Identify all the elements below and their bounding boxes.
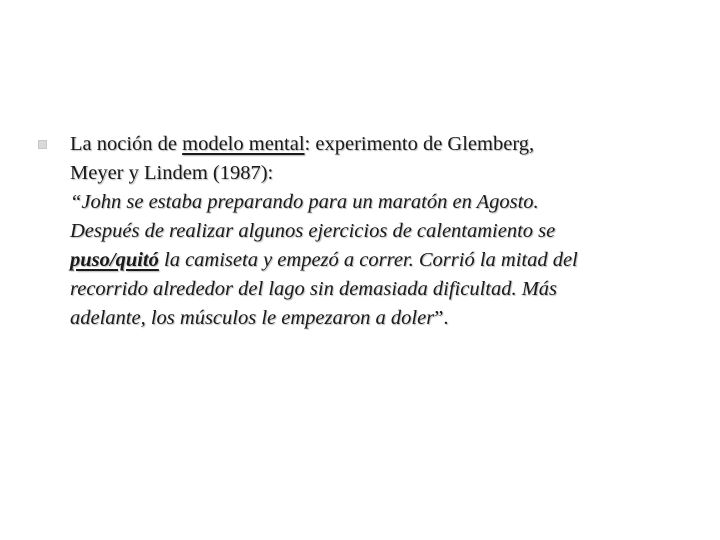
puso-quito-emphasis: puso/quitó — [70, 249, 159, 271]
quote-close: ”. — [434, 307, 449, 329]
bullet-text — [70, 130, 700, 333]
quote-line-3 — [70, 246, 700, 275]
quote-line-3-rest: la camiseta y empezó a correr. Corrió la mitad del — [158, 249, 578, 271]
quote-line-1: “John se estaba preparando para un maratón en Agosto. — [70, 191, 539, 213]
quote-line-5-text: adelante, los músculos le empezaron a doler — [70, 307, 435, 329]
quote-line-2: Después de realizar algunos ejercicios de calentamiento se — [70, 220, 556, 242]
quote-line-4: recorrido alrededor del lago sin demasiada dificultad. Más — [70, 278, 558, 300]
heading-line-2: Meyer y Lindem (1987): — [70, 162, 274, 184]
mental-model-term: modelo mental — [182, 133, 305, 155]
quote-line-5 — [70, 304, 700, 333]
heading-suffix: : experimento de Glemberg, — [304, 133, 535, 155]
square-bullet-icon — [38, 140, 47, 149]
heading-line-1 — [70, 130, 700, 159]
heading-prefix: La noción de — [70, 133, 183, 155]
